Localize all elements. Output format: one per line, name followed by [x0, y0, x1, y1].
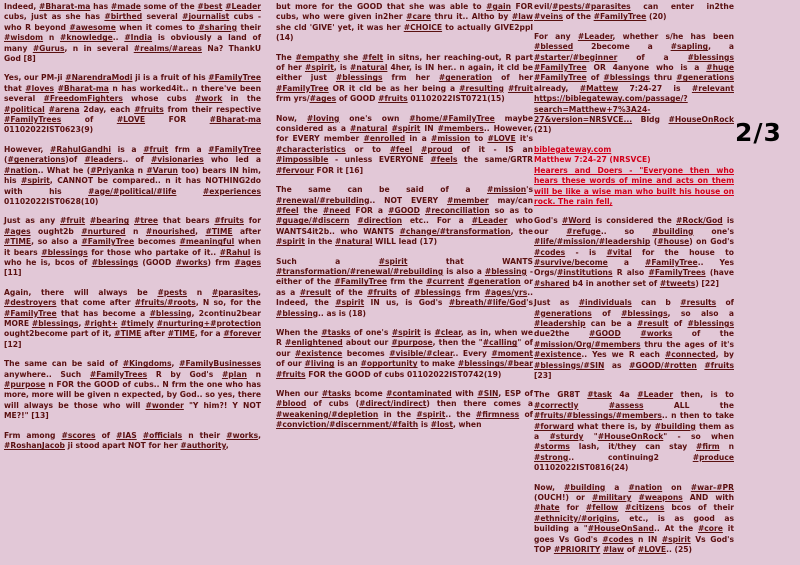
tweet-paragraph: When our #tasks bcome #contaminated with #SIN, ESP of #blood of cubs (#direct/indirect) then there comes a #weakening/#depletion in the #spirit.. the #firmness of #conviction/#discernment/#faith is #lost, when: [276, 389, 534, 430]
hashtag-link[interactable]: #GOOD/#rotten: [629, 360, 697, 370]
tweet-paragraph: The #empathy she #felt in sitns, her reaching-out, R part of her #spirit, is #natural 4her, is IN her.. n again, it cld be either just #blessings frm her #generation of her #FamilyTree OR it cld be as her being a #resulting #fruit frm yrs/#ages of GOOD #fruits 01102022IST0721(15): [276, 52, 533, 104]
hashtag-link[interactable]: #Bharat-ma: [57, 83, 109, 93]
hashtag-link[interactable]: #feel: [389, 144, 413, 154]
url-link[interactable]: https://biblegateway.com/passage/?search=Matthew+7%3A24-27&version=NRSVCE...: [534, 94, 688, 125]
hashtag-link[interactable]: #GOOD: [588, 329, 621, 339]
hashtag-link[interactable]: #results: [680, 298, 717, 308]
tweet-paragraph: However, #RahulGandhi is a #fruit frm a #FamilyTree (#generations)of #leaders.. of #visionaries who led a #nation.. What he (#Priyanka n #Varun too) bears IN him, his #spirit, CANNOT be compared.. n it has NOTHING2do with his #age/#political/#life #experiences 01102022IST0628(10): [4, 144, 262, 206]
hashtag-link[interactable]: #nurtured: [81, 226, 126, 236]
hashtag-link[interactable]: #leadership: [534, 318, 586, 328]
hashtag-link[interactable]: #fellow: [585, 503, 619, 513]
hashtag-link[interactable]: #visionaries: [150, 155, 204, 165]
hashtag-link[interactable]: #shared: [534, 278, 570, 288]
hashtag-link[interactable]: #relevant: [691, 83, 734, 93]
hashtag-link[interactable]: #opportunity: [360, 359, 418, 369]
hashtag-link[interactable]: #blessings/#SIN: [534, 360, 605, 370]
hashtag-link[interactable]: #veins: [534, 12, 563, 22]
hashtag-link[interactable]: #characteristics: [276, 144, 346, 154]
hashtag-link[interactable]: #spirit: [416, 409, 446, 419]
hashtag-link[interactable]: #officials: [142, 430, 183, 440]
hashtag-link[interactable]: #breath/#life/God: [448, 298, 527, 308]
hashtag-link[interactable]: #FamilyTree: [276, 83, 329, 93]
hashtag-link[interactable]: #meaningful: [179, 237, 235, 247]
hashtag-link[interactable]: #military: [591, 493, 632, 503]
hashtag-link[interactable]: #timely: [120, 318, 154, 328]
hashtag-link[interactable]: #spirit: [304, 63, 334, 73]
bible-verse-quote: [534, 145, 734, 207]
hashtag-link[interactable]: #members: [437, 124, 484, 134]
text-column-left: [4, 2, 261, 460]
hashtag-link[interactable]: #starter/#beginner: [534, 52, 618, 62]
hashtag-link[interactable]: #direct/indirect: [359, 399, 427, 409]
hashtag-link[interactable]: #transformation/#renewal/#rebuilding: [276, 266, 444, 276]
hashtag-link[interactable]: #Varun: [146, 165, 178, 175]
hashtag-link[interactable]: #authority: [180, 441, 226, 451]
hashtag-link[interactable]: #tweets: [659, 278, 696, 288]
page-number: 2/3: [735, 118, 782, 147]
hashtag-link[interactable]: #blessings/#bear: [457, 359, 534, 369]
hashtag-link[interactable]: #nurturing+#protection: [156, 318, 261, 328]
tweet-paragraph: Frm among #scores of #IAS #officials n their #works, #RoshanJacob ji stood apart NOT for her #authority,: [4, 430, 262, 451]
hashtag-link[interactable]: #fruits: [378, 94, 408, 104]
tweet-paragraph: but more for the GOOD that she was able to #gain FOR cubs, who were given in2her #care thru it.. Altho by #law she cld 'GIVE' yet, it was her #CHOICE to actually GIVE2ppl (14): [276, 2, 533, 43]
hashtag-link[interactable]: #blessings: [335, 73, 383, 83]
hashtag-link[interactable]: #natural: [335, 237, 373, 247]
hashtag-link[interactable]: #strong: [534, 452, 569, 462]
hashtag-link[interactable]: #mission: [430, 134, 471, 144]
hashtag-link[interactable]: #works: [226, 430, 259, 440]
hashtag-link[interactable]: #generations: [534, 308, 592, 318]
hashtag-link[interactable]: #building: [652, 226, 694, 236]
hashtag-link[interactable]: #knowledge: [59, 33, 113, 43]
hashtag-link[interactable]: #blessings: [603, 73, 650, 83]
tweet-paragraph: The GR8T #task 4a #Leader then, is to #correctly #assess ALL the #fruits/#blessings/#members.. n then to take #forward what there is, by #building them as a #sturdy "#HouseOnRock" - so when #storms lash, it/they can stay #firm n #strong.. continuing2 #produce 01102022IST0816(24): [534, 390, 735, 473]
hashtag-link[interactable]: #blessed: [534, 42, 574, 52]
hashtag-link[interactable]: #nourished: [145, 226, 196, 236]
hashtag-link[interactable]: #work: [194, 94, 223, 104]
hashtag-link[interactable]: #Mattew: [579, 83, 619, 93]
hashtag-link[interactable]: #produce: [692, 452, 734, 462]
hashtag-link[interactable]: #FamilyTree: [208, 144, 261, 154]
tweet-paragraph: God's #Word is considered the #Rock/God is our #refuge.. so #building one's #life/#mission/#leadership (#house) on God's #codes - is #vital for the house to #survive/become a #FamilyTree.. Yes Orgs/#institutions R also #FamilyTrees (have #shared b4 in another set of #tweets) [22]: [534, 216, 734, 288]
tweet-paragraph: evil/#pests/#parasites can enter in2the #veins of the #FamilyTree (20): [534, 2, 734, 22]
hashtag-link[interactable]: #huge: [706, 63, 734, 73]
hashtag-link[interactable]: #ages: [309, 94, 337, 104]
hashtag-link[interactable]: #Kingdoms: [122, 359, 172, 369]
hashtag-link[interactable]: #home/#FamilyTree: [409, 113, 495, 123]
hashtag-link[interactable]: #existence: [294, 348, 343, 358]
hashtag-link[interactable]: #mission: [486, 185, 527, 195]
hashtag-link[interactable]: #purpose: [391, 338, 433, 348]
text-column-right: [534, 2, 734, 565]
hashtag-link[interactable]: #generation: [438, 73, 493, 83]
hashtag-link[interactable]: #tree: [134, 216, 159, 226]
hashtag-link[interactable]: #enlightened: [285, 338, 343, 348]
hashtag-link[interactable]: #right+: [84, 318, 118, 328]
hashtag-link[interactable]: #works: [640, 329, 673, 339]
hashtag-link[interactable]: #vital: [606, 247, 632, 257]
hashtag-link[interactable]: #reconciliation: [424, 205, 490, 215]
tweet-paragraph: Now, #loving one's own #home/#FamilyTree maybe considered as a #natural #spirit IN #members.. However, for EVERY member #enrolled in a #mission to #LOVE it's #characteristics or to #feel #proud of it - IS an #impossible - unless EVERYONE #feels the same/GRTR #fervour FOR it [16]: [276, 113, 533, 175]
hashtag-link[interactable]: #SIN: [477, 389, 499, 398]
hashtag-link[interactable]: #correctly: [534, 400, 579, 410]
hashtag-link[interactable]: #nation: [628, 482, 663, 492]
hashtag-link[interactable]: #blessings: [41, 247, 88, 257]
hashtag-link[interactable]: #works: [175, 257, 208, 267]
hashtag-link[interactable]: #ages: [4, 226, 31, 236]
hashtag-link[interactable]: #felt: [362, 52, 384, 62]
hashtag-link[interactable]: #FamilyTree: [645, 257, 698, 267]
hashtag-link[interactable]: #task: [587, 390, 612, 400]
hashtag-link[interactable]: #FamilyTrees: [4, 115, 62, 125]
hashtag-link[interactable]: #LOVE: [487, 134, 516, 144]
hashtag-link[interactable]: #empathy: [295, 52, 340, 62]
hashtag-link[interactable]: #journalist: [182, 12, 230, 22]
hashtag-link[interactable]: #sapling: [670, 42, 709, 52]
hashtag-link[interactable]: #Rock/God: [676, 216, 723, 226]
hashtag-link[interactable]: #impossible: [276, 155, 329, 165]
hashtag-link[interactable]: #war-#PR: [690, 482, 734, 492]
hashtag-link[interactable]: #made: [110, 2, 141, 11]
hashtag-link[interactable]: #FamilyTree: [334, 277, 388, 287]
hashtag-link[interactable]: #spirit: [20, 176, 50, 186]
hashtag-link[interactable]: #building: [654, 421, 696, 431]
hashtag-link[interactable]: #weakening/#depletion: [276, 409, 379, 419]
hashtag-link[interactable]: #loving: [306, 113, 340, 123]
hashtag-link[interactable]: #resulting: [459, 83, 504, 93]
hashtag-link[interactable]: #FamilyTree: [81, 237, 135, 247]
hashtag-link[interactable]: #wonder: [145, 400, 184, 410]
hashtag-link[interactable]: #HouseOnRock: [597, 432, 664, 442]
hashtag-link[interactable]: #law: [511, 12, 533, 22]
hashtag-link[interactable]: #building: [564, 482, 606, 492]
hashtag-link[interactable]: #sturdy: [549, 432, 584, 442]
tweet-paragraph: The same can be said of #Kingdoms, #FamilyBusinesses anywhere.. Such #FamilyTrees R by God's #plan n #purpose n FOR the GOOD of cubs.. N frm the one who has more, more will be given n expected, by God.. so yes, there will always be those who will #wonder "Y him?! Y NOT ME?!" [13]: [4, 359, 261, 421]
hashtag-link[interactable]: #destroyers: [4, 298, 57, 308]
tweet-paragraph: Indeed, #Bharat-ma has #made some of the #best #Leader cubs, just as she has #birthed several #journalist cubs - who R beyond #awesome when it comes to #sharing their #wisdom n #knowledge.. #India is obviously a land of many #Gurus, n in several #realms/#areas Na? ThankU God [8]: [4, 2, 262, 64]
hashtag-link[interactable]: #FamilyTree: [208, 73, 261, 83]
hashtag-link[interactable]: #codes: [602, 534, 634, 544]
hashtag-link[interactable]: #Bharat-ma: [209, 115, 261, 125]
hashtag-link[interactable]: #living: [304, 359, 335, 369]
hashtag-link[interactable]: #fruits: [704, 360, 734, 370]
hashtag-link[interactable]: #experiences: [202, 186, 261, 196]
hashtag-link[interactable]: #enrolled: [363, 134, 406, 144]
tweet-paragraph: Just as #individuals can b #results of #generations of #blessings, so also a #leadership can be a #result of #blessings due2the #GOOD #works of the #mission/Org/#members thru the ages of it's #existence.. Yes we R each #connected, by #blessings/#SIN as #GOOD/#rotten #fruits [23]: [534, 298, 734, 380]
hashtag-link[interactable]: #storms: [534, 442, 570, 452]
hashtag-link[interactable]: #birthed: [104, 12, 143, 22]
hashtag-link[interactable]: #law: [602, 545, 625, 555]
hashtag-link[interactable]: #connected: [664, 350, 716, 360]
hashtag-link[interactable]: #realms/#areas: [133, 43, 202, 53]
hashtag-link[interactable]: #FamilyTrees: [648, 268, 706, 278]
hashtag-link[interactable]: #spirit: [335, 298, 365, 308]
hashtag-link[interactable]: #fruits/#roots: [134, 298, 196, 308]
hashtag-link[interactable]: #blessings: [31, 318, 79, 328]
hashtag-link[interactable]: #fruit: [60, 216, 86, 226]
hashtag-link[interactable]: #age/#political/#life: [88, 186, 177, 196]
hashtag-link[interactable]: #spirit: [391, 124, 421, 134]
hashtag-link[interactable]: #blessings: [91, 257, 139, 267]
hashtag-link[interactable]: #current: [426, 277, 465, 287]
hashtag-link[interactable]: #ages/yrs: [484, 287, 528, 297]
hashtag-link[interactable]: #loves: [25, 83, 55, 93]
hashtag-link[interactable]: #Leader: [637, 390, 674, 400]
hashtag-link[interactable]: #individuals: [578, 298, 632, 308]
hashtag-link[interactable]: #firm: [696, 442, 720, 452]
hashtag-link[interactable]: #direction: [357, 216, 402, 226]
hashtag-link[interactable]: #blessings: [687, 52, 734, 62]
hashtag-link[interactable]: #natural: [350, 63, 388, 73]
hashtag-link[interactable]: #RoshanJacob: [4, 441, 65, 451]
hashtag-link[interactable]: #TIME: [205, 226, 233, 236]
hashtag-link[interactable]: #TIME: [114, 329, 142, 339]
hashtag-link[interactable]: #FamilyTree: [593, 12, 647, 22]
hashtag-link[interactable]: #generations: [7, 155, 66, 165]
hashtag-link[interactable]: #pests/#parasites: [552, 2, 631, 11]
hashtag-link[interactable]: #HouseOnSand: [587, 524, 654, 534]
tweet-paragraph: Just as any #fruit #bearing #tree that bears #fruits for #ages ought2b #nurtured n #nourished, #TIME after #TIME, so also a #FamilyTree becomes #meaningful when it bears #blessings for those who partake of it.. #Rahul is who he is, bcos of #blessings (GOOD #works) frm #ages [11]: [4, 216, 262, 278]
hashtag-link[interactable]: #Leader: [471, 216, 508, 226]
hashtag-link[interactable]: #fruit: [143, 144, 169, 154]
hashtag-link[interactable]: #house: [657, 237, 690, 247]
hashtag-link[interactable]: #Priyanka: [90, 165, 135, 175]
hashtag-link[interactable]: #citizens: [625, 503, 665, 513]
hashtag-link[interactable]: #existence: [534, 350, 582, 360]
hashtag-link[interactable]: #weapons: [638, 493, 683, 503]
hashtag-link[interactable]: #TIME: [167, 329, 195, 339]
hashtag-link[interactable]: #firmness: [475, 409, 520, 419]
hashtag-link[interactable]: #result: [299, 287, 332, 297]
hashtag-link[interactable]: #FamilyBusinesses: [179, 359, 261, 369]
hashtag-link[interactable]: #generations: [676, 73, 734, 83]
hashtag-link[interactable]: #fruits: [134, 104, 164, 114]
hashtag-link[interactable]: #spirit: [391, 327, 421, 337]
hashtag-link[interactable]: #tasks: [321, 389, 351, 398]
hashtag-link[interactable]: #natural: [350, 124, 388, 134]
hashtag-link[interactable]: #contaminated: [386, 389, 452, 398]
hashtag-link[interactable]: #tasks: [321, 327, 351, 337]
hashtag-link[interactable]: #blessing: [149, 308, 192, 318]
hashtag-link[interactable]: #member: [446, 195, 489, 205]
hashtag-link[interactable]: #fruits: [367, 287, 397, 297]
hashtag-link[interactable]: #LOVE: [637, 545, 667, 555]
hashtag-link[interactable]: #political: [4, 104, 45, 114]
hashtag-link[interactable]: #best: [197, 2, 223, 11]
hashtag-link[interactable]: #FreedomFighters: [43, 94, 123, 104]
hashtag-link[interactable]: #scores: [61, 430, 96, 440]
hashtag-link[interactable]: #Gurus: [32, 43, 65, 53]
hashtag-link[interactable]: #codes: [534, 247, 566, 257]
hashtag-link[interactable]: #purpose: [4, 380, 46, 389]
hashtag-link[interactable]: #survive/become: [534, 257, 608, 267]
hashtag-link[interactable]: #wisdom: [4, 33, 44, 43]
hashtag-link[interactable]: #proud: [421, 144, 453, 154]
hashtag-link[interactable]: #IAS: [116, 430, 137, 440]
hashtag-link[interactable]: #institutions: [556, 268, 613, 278]
hashtag-link[interactable]: #awesome: [69, 22, 116, 32]
hashtag-link[interactable]: #guage/#discern: [276, 216, 350, 226]
hashtag-link[interactable]: #fruits: [214, 216, 244, 226]
bible-verse-text: Hearers and Doers - "Everyone then who hears these words of mine and acts on them will be like a wise man who built his house on rock. The rain fell,: [534, 165, 734, 206]
hashtag-link[interactable]: #spirit: [661, 534, 691, 544]
hashtag-link[interactable]: #moment: [491, 348, 533, 358]
hashtag-link[interactable]: #LOVE: [116, 115, 146, 125]
hashtag-link[interactable]: #blessing: [484, 266, 527, 276]
bible-source-link[interactable]: biblegateway.com: [534, 144, 612, 154]
hashtag-link[interactable]: #blessing: [276, 308, 319, 318]
bible-reference: Matthew 7:24-27 (NRSVCE): [534, 155, 651, 165]
hashtag-link[interactable]: #FamilyTree: [534, 63, 587, 73]
hashtag-link[interactable]: #lost: [430, 420, 453, 430]
hashtag-link[interactable]: #change/#transformation: [399, 226, 511, 236]
hashtag-link[interactable]: #RahulGandhi: [50, 144, 111, 154]
hashtag-link[interactable]: #Leader: [225, 2, 261, 11]
hashtag-link[interactable]: #care: [406, 12, 432, 22]
hashtag-link[interactable]: #renewal/#rebuilding: [276, 195, 370, 205]
hashtag-link[interactable]: #NarendraModi: [65, 73, 133, 83]
tweet-paragraph: Again, there will always be #pests n #parasites, #destroyers that come after #fruits/#roots, N so, for the #FamilyTree that has become a #blessing, 2continu2bear MORE #blessings, #right+ #timely #nurturing+#protection ought2become part of it, #TIME after #TIME, for a #forever [12]: [4, 287, 261, 349]
hashtag-link[interactable]: #bearing: [89, 216, 130, 226]
hashtag-link[interactable]: #fruits/#blessings/#members: [534, 411, 662, 421]
hashtag-link[interactable]: #Word: [561, 216, 591, 226]
hashtag-link[interactable]: #leaders: [84, 155, 123, 165]
hashtag-link[interactable]: #forever: [223, 329, 261, 339]
hashtag-link[interactable]: #calling: [482, 338, 518, 348]
hashtag-link[interactable]: #India: [124, 33, 153, 43]
hashtag-link[interactable]: #feels: [430, 155, 458, 165]
hashtag-link[interactable]: #ethnicity/#origins: [534, 513, 617, 523]
hashtag-link[interactable]: #hate: [534, 503, 560, 513]
hashtag-link[interactable]: #generation: [467, 277, 521, 287]
tweet-paragraph: The same can be said of a #mission's #renewal/#rebuilding.. NOT EVERY #member may/can #feel the #need FOR a #GOOD #reconciliation so as to #guage/#discern #direction etc.. For a #Leader who WANTS4it2b.. who WANTS #change/#transformation, the #spirit in the #natural WILL lead (17): [276, 185, 534, 247]
hashtag-link[interactable]: #fervour: [276, 165, 314, 175]
hashtag-link[interactable]: #blessings: [621, 308, 668, 318]
hashtag-link[interactable]: #pests: [157, 287, 188, 297]
hashtag-link[interactable]: #HouseOnRock: [668, 115, 734, 125]
tweet-paragraph: When the #tasks of one's #spirit is #clear, as in, when we R #enlightened about our #purpose, then the "#calling" of our #existence becomes #visible/#clear.. Every #moment of our #living is an #opportunity to make #blessings/#bear #fruits FOR the GOOD of cubs 01102022IST0742(19): [276, 327, 534, 379]
hashtag-link[interactable]: #CHOICE: [403, 22, 443, 32]
hashtag-link[interactable]: #Leader: [577, 31, 613, 41]
hashtag-link[interactable]: #FamilyTree: [4, 308, 57, 318]
hashtag-link[interactable]: #assess: [608, 400, 644, 410]
hashtag-link[interactable]: #blessings: [414, 287, 461, 297]
hashtag-link[interactable]: #fruits: [276, 369, 306, 379]
tweet-paragraph: Now, #building a #nation on #war-#PR (OUCH!) or #military #weapons AND with #hate for #fellow #citizens bcos of their #ethnicity/#origins, etc., is as good as building a "#HouseOnSand.. At the #core it goes Vs God's #codes n IN #spirit Vs God's TOP #PRIORITY #law of #LOVE.. (25): [534, 482, 734, 555]
hashtag-link[interactable]: #fruit: [507, 83, 533, 93]
hashtag-link[interactable]: #blood: [276, 399, 307, 409]
hashtag-link[interactable]: #mission/Org/#members: [534, 339, 641, 349]
hashtag-link[interactable]: #refuge: [566, 226, 601, 236]
tweet-paragraph: Such a #spirit that WANTS #transformation/#renewal/#rebuilding is also a #blessing - either of the #FamilyTree frm the #current #generation or as a #result of the #fruits of #blessings frm #ages/yrs.. Indeed, the #spirit IN us, is God's #breath/#life/God's #blessing.. as is (18): [276, 256, 534, 318]
text-column-middle: [276, 2, 533, 440]
hashtag-link[interactable]: #forward: [534, 421, 574, 431]
hashtag-link[interactable]: #core: [697, 524, 723, 534]
tweet-paragraph: Yes, our PM-ji #NarendraModi ji is a fruit of his #FamilyTree that #loves #Bharat-ma n has worked4it.. n there've been several #FreedomFighters whose cubs #work in the #political #arena 2day, each #fruits from their respective #FamilyTrees of #LOVE FOR #Bharat-ma 01102022IST0623(9): [4, 73, 262, 135]
hashtag-link[interactable]: #conviction/#discernment/#faith: [276, 420, 419, 430]
hashtag-link[interactable]: #blessings: [687, 318, 734, 328]
tweet-paragraph: For any #Leader, whether s/he has been #blessed 2become a #sapling, a #starter/#beginner of a #blessings #FamilyTree OR 4anyone who is a #huge #FamilyTree of #blessings thru #generations already, #Mattew 7:24-27 is #relevant https://biblegateway.com/passage/?search=Matthew+7%3A24-27&version=NRSVCE... Bldg #HouseOnRock (21): [534, 31, 734, 135]
hashtag-link[interactable]: #Bharat-ma: [39, 2, 91, 11]
hashtag-link[interactable]: #result: [637, 318, 669, 328]
hashtag-link[interactable]: #spirit: [276, 237, 305, 247]
hashtag-link[interactable]: #Rahul: [219, 247, 251, 257]
hashtag-link[interactable]: #feel: [276, 205, 299, 215]
hashtag-link[interactable]: #nation: [4, 165, 38, 175]
hashtag-link[interactable]: #life/#mission/#leadership: [534, 237, 651, 247]
hashtag-link[interactable]: #FamilyTrees: [89, 369, 148, 379]
hashtag-link[interactable]: #TIME: [4, 237, 32, 247]
hashtag-link[interactable]: #sharing: [198, 22, 238, 32]
hashtag-link[interactable]: #PRIORITY: [553, 545, 601, 555]
hashtag-link[interactable]: #spirit: [378, 256, 408, 266]
hashtag-link[interactable]: #GOOD: [388, 205, 420, 215]
hashtag-link[interactable]: #visible/#clear: [389, 348, 453, 358]
hashtag-link[interactable]: #arena: [48, 104, 80, 114]
hashtag-link[interactable]: #ages: [234, 257, 261, 267]
hashtag-link[interactable]: #need: [322, 205, 351, 215]
hashtag-link[interactable]: #FamilyTree: [534, 73, 587, 83]
hashtag-link[interactable]: #clear: [434, 327, 461, 337]
hashtag-link[interactable]: #gain: [486, 2, 511, 11]
hashtag-link[interactable]: #plan: [221, 369, 247, 379]
hashtag-link[interactable]: #parasites: [211, 287, 259, 297]
